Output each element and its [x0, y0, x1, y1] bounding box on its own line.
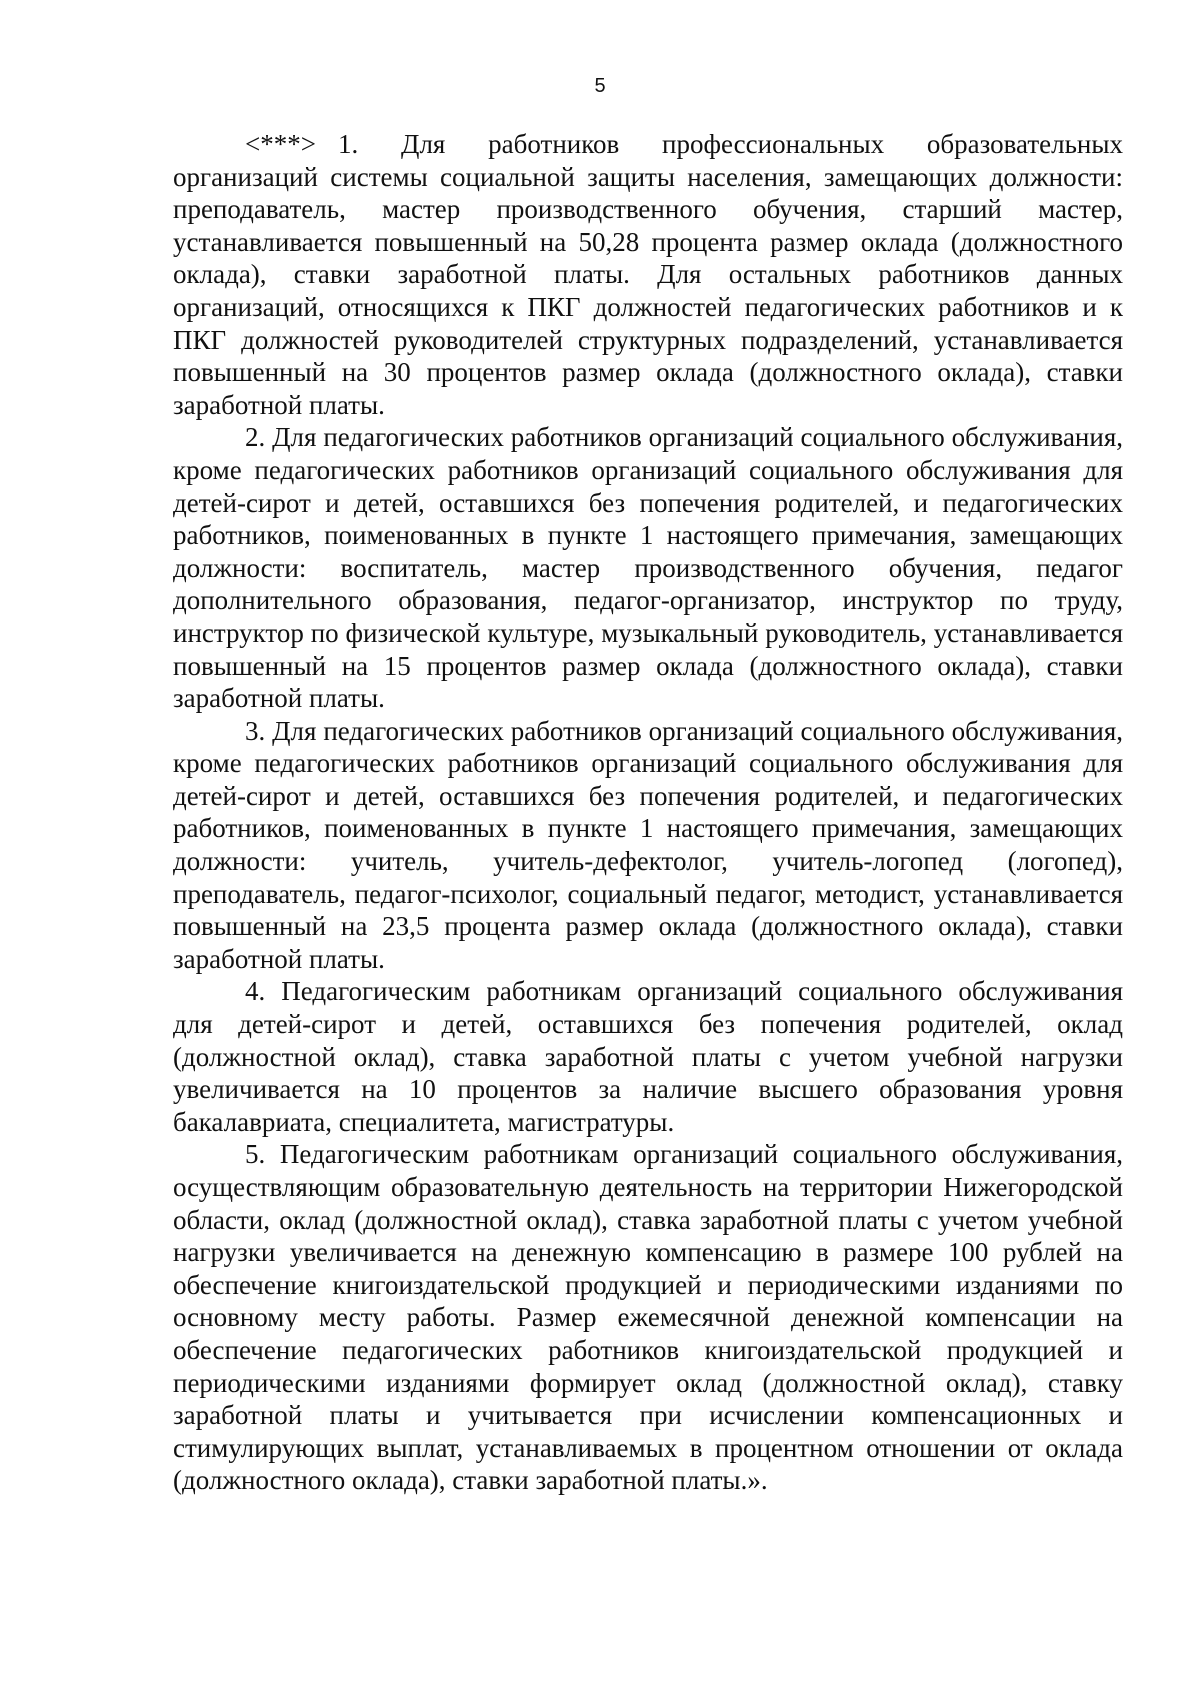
page-number: 5 — [594, 75, 606, 97]
note-paragraph-1 — [173, 128, 1123, 421]
note-paragraph-2: 2. Для педагогических работников организаций социального обслуживания, кроме педагогических работников организаций социального обслуживания для детей-сирот и детей, оставшихся без попечения родителей, и педагогических работников, поименованных в пункте 1 настоящего примечания, замещающих должности: воспитатель, мастер производственного обучения, педагог дополнительного образования, педагог-организатор, инструктор по труду, инструктор по физической культуре, музыкальный руководитель, устанавливается повышенный на 15 процентов размер оклада (должностного оклада), ставки заработной платы. — [173, 422, 1123, 714]
note-paragraph-3: 3. Для педагогических работников организаций социального обслуживания, кроме педагогических работников организаций социального обслуживания для детей-сирот и детей, оставшихся без попечения родителей, и педагогических работников, поименованных в пункте 1 настоящего примечания, замещающих должности: учитель, учитель-дефектолог, учитель-логопед (логопед), преподаватель, педагог-психолог, социальный педагог, методист, устанавливается повышенный на 23,5 процента размер оклада (должностного оклада), ставки заработной платы. — [173, 715, 1123, 974]
note-body — [173, 128, 1123, 1497]
note-paragraph-5: 5. Педагогическим работникам организаций социального обслуживания, осуществляющим образовательную деятельность на территории Нижегородской области, оклад (должностной оклад), ставка заработной платы с учетом учебной нагрузки увеличивается на денежную компенсацию в размере 100 рублей на обеспечение книгоиздательской продукцией и периодическими изданиями по основному месту работы. Размер ежемесячной денежной компенсации на обеспечение педагогических работников книгоиздательской продукцией и периодическими изданиями формирует оклад (должностной оклад), ставку заработной платы и учитывается при исчислении компенсационных и стимулирующих выплат, устанавливаемых в процентном отношении от оклада (должностного оклада), ставки заработной платы.». — [173, 1139, 1123, 1496]
note-paragraph-4: 4. Педагогическим работникам организаций социального обслуживания для детей-сирот и детей, оставшихся без попечения родителей, оклад (должностной оклад), ставка заработной платы с учетом учебной нагрузки увеличивается на 10 процентов за наличие высшего образования уровня бакалавриата, специалитета, магистратуры. — [173, 976, 1123, 1137]
note-mark: <***> — [245, 129, 316, 159]
note-paragraph-1-text: 1. Для работников профессиональных образовательных организаций системы социальной защиты населения, замещающих должности: преподаватель, мастер производственного обучения, старший мастер, устанавливается повышенный на 50,28 процента размер оклада (должностного оклада), ставки заработной платы. Для остальных работников данных организаций, относящихся к ПКГ должностей педагогических работников и к ПКГ должностей руководителей структурных подразделений, устанавливается повышенный на 30 процентов размер оклада (должностного оклада), ставки заработной платы. — [173, 129, 1123, 420]
